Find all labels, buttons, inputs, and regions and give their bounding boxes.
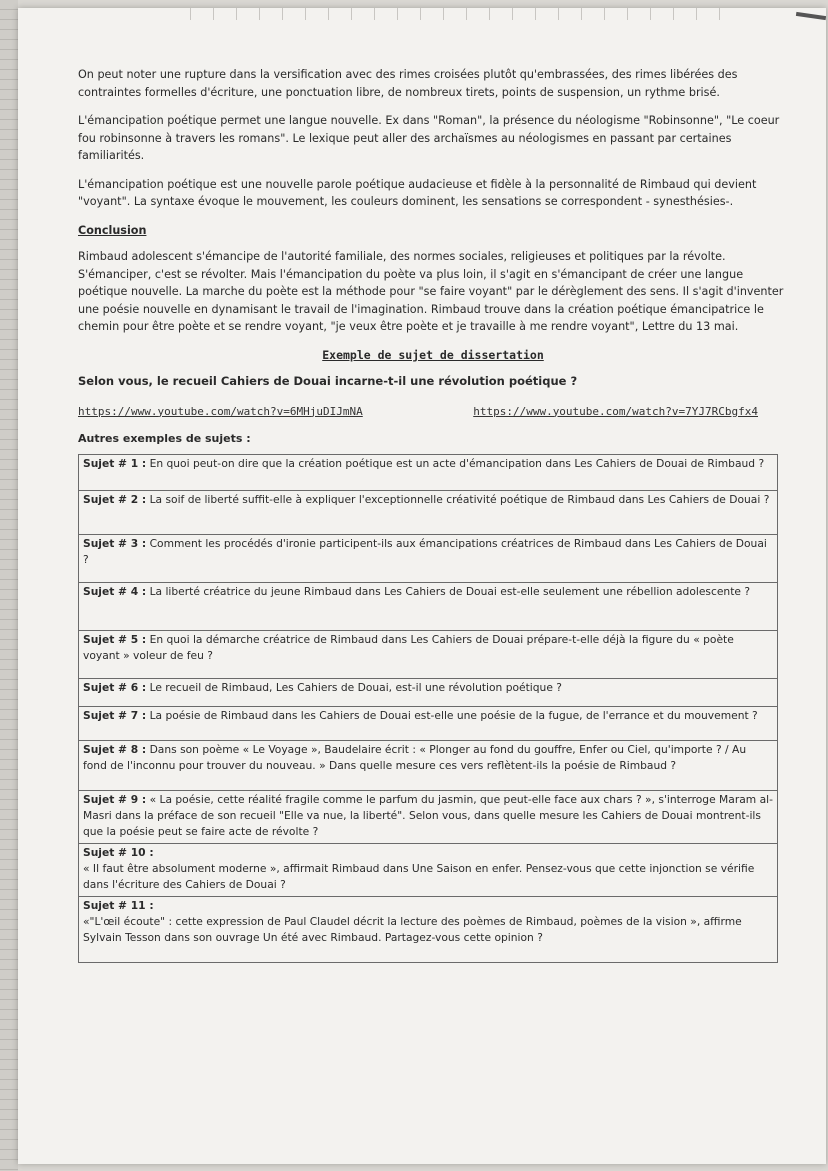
topic-text: Comment les procédés d'ironie participent-ils aux émancipations créatrices de Rimbaud dans Les Cahiers de Douai ? <box>83 536 767 566</box>
topics-table <box>78 454 778 963</box>
notebook-binding <box>0 0 18 1171</box>
table-row <box>79 706 778 740</box>
video-link-2[interactable]: https://www.youtube.com/watch?v=7YJ7RCbgfx4 <box>473 404 758 418</box>
other-topics-heading: Autres exemples de sujets : <box>78 432 251 445</box>
topic-label: Sujet # 6 : <box>83 680 147 694</box>
topic-text: En quoi la démarche créatrice de Rimbaud dans Les Cahiers de Douai prépare-t-elle déjà la figure du « poète voyant » voleur de feu ? <box>83 632 734 662</box>
topic-text: La liberté créatrice du jeune Rimbaud dans Les Cahiers de Douai est-elle seulement une rébellion adolescente ? <box>149 584 751 598</box>
table-row <box>79 790 778 843</box>
topic-cell <box>79 843 778 896</box>
page-content <box>78 66 788 963</box>
topic-cell <box>79 790 778 843</box>
ruler-marks <box>168 8 728 20</box>
topic-cell <box>79 678 778 706</box>
table-row <box>79 490 778 534</box>
topic-label: Sujet # 9 : <box>83 792 147 806</box>
topic-text: Dans son poème « Le Voyage », Baudelaire écrit : « Plonger au fond du gouffre, Enfer ou Ciel, qu'importe ? / Au fond de l'inconnu pour trouver du nouveau. » Dans quelle mesure ces vers reflètent-ils la poésie de Rimbaud ? <box>83 742 747 772</box>
table-row <box>79 740 778 790</box>
topic-label: Sujet # 7 : <box>83 708 147 722</box>
topic-label: Sujet # 11 : <box>83 898 154 912</box>
conclusion-text: Rimbaud adolescent s'émancipe de l'autorité familiale, des normes sociales, religieuses et politiques par la révolte. S'émanciper, c'est se révolter. Mais l'émancipation du poète va plus loin, il s'agit en s'émancipant de créer une langue poétique nouvelle. La marche du poète est la méthode pour "se faire voyant" par le dérèglement des sens. Il s'agit d'inventer une poésie nouvelle en dynamisant le travail de l'imagination. Rimbaud trouve dans la création poétique émancipatrice le chemin pour être poète et se rendre voyant, "je veux être poète et je travaille à me rendre voyant", Lettre du 13 mai. <box>78 250 784 333</box>
topic-cell <box>79 534 778 582</box>
topic-text: « La poésie, cette réalité fragile comme le parfum du jasmin, que peut-elle face aux chars ? », s'interroge Maram al-Masri dans la préface de son recueil "Elle va nue, la liberté". Selon vous, dans quelle mesure les Cahiers de Douai montrent-ils que la poésie peut se faire acte de révolte ? <box>83 792 773 838</box>
topic-cell <box>79 896 778 962</box>
topic-text: « Il faut être absolument moderne », affirmait Rimbaud dans Une Saison en enfer. Pensez-vous que cette injonction se vérifie dans l'écriture des Cahiers de Douai ? <box>83 861 755 891</box>
topic-text: Le recueil de Rimbaud, Les Cahiers de Douai, est-il une révolution poétique ? <box>149 680 562 694</box>
topic-cell <box>79 706 778 740</box>
dissertation-question: Selon vous, le recueil Cahiers de Douai incarne-t-il une révolution poétique ? <box>78 374 578 388</box>
paragraph-versification: On peut noter une rupture dans la versification avec des rimes croisées plutôt qu'embrassées, des rimes libérées des contraintes formelles d'écriture, une ponctuation libre, de nombreux tirets, points de suspension, un rythme brisé. <box>78 68 738 99</box>
video-links <box>78 403 788 421</box>
dissertation-title: Exemple de sujet de dissertation <box>322 347 544 362</box>
topic-cell <box>79 490 778 534</box>
topic-text: La soif de liberté suffit-elle à expliquer l'exceptionnelle créativité poétique de Rimbaud dans Les Cahiers de Douai ? <box>149 492 770 506</box>
video-link-1[interactable]: https://www.youtube.com/watch?v=6MHjuDIJmNA <box>78 404 363 418</box>
topic-label: Sujet # 5 : <box>83 632 147 646</box>
table-row <box>79 582 778 630</box>
table-row <box>79 843 778 896</box>
table-row <box>79 534 778 582</box>
document-page <box>18 8 826 1164</box>
topic-cell <box>79 740 778 790</box>
page-corner-mark <box>796 12 826 20</box>
paragraph-voyant: L'émancipation poétique est une nouvelle parole poétique audacieuse et fidèle à la personnalité de Rimbaud qui devient "voyant". La syntaxe évoque le mouvement, les couleurs dominent, les sensations se correspondent - synesthésies-. <box>78 177 757 208</box>
table-row <box>79 630 778 678</box>
topic-cell <box>79 630 778 678</box>
topic-label: Sujet # 4 : <box>83 584 147 598</box>
paragraph-new-language: L'émancipation poétique permet une langue nouvelle. Ex dans "Roman", la présence du néologisme "Robinsonne", "Le coeur fou robinsonne à travers les romans". Le lexique peut aller des archaïsmes au néologismes en passant par certaines familiarités. <box>78 114 780 162</box>
topic-label: Sujet # 2 : <box>83 492 147 506</box>
table-row <box>79 896 778 962</box>
topic-label: Sujet # 8 : <box>83 742 147 756</box>
topic-label: Sujet # 1 : <box>83 456 147 470</box>
table-row <box>79 678 778 706</box>
table-row <box>79 454 778 490</box>
conclusion-heading: Conclusion <box>78 223 147 237</box>
topic-text: «"L'œil écoute" : cette expression de Paul Claudel décrit la lecture des poèmes de Rimbaud, poèmes de la vision », affirme Sylvain Tesson dans son ouvrage Un été avec Rimbaud. Partagez-vous cette opinion ? <box>83 914 742 944</box>
topic-text: La poésie de Rimbaud dans les Cahiers de Douai est-elle une poésie de la fugue, de l'errance et du mouvement ? <box>149 708 758 722</box>
topic-cell <box>79 454 778 490</box>
topic-label: Sujet # 3 : <box>83 536 147 550</box>
topic-label: Sujet # 10 : <box>83 845 154 859</box>
topic-cell <box>79 582 778 630</box>
topic-text: En quoi peut-on dire que la création poétique est un acte d'émancipation dans Les Cahiers de Douai de Rimbaud ? <box>149 456 765 470</box>
